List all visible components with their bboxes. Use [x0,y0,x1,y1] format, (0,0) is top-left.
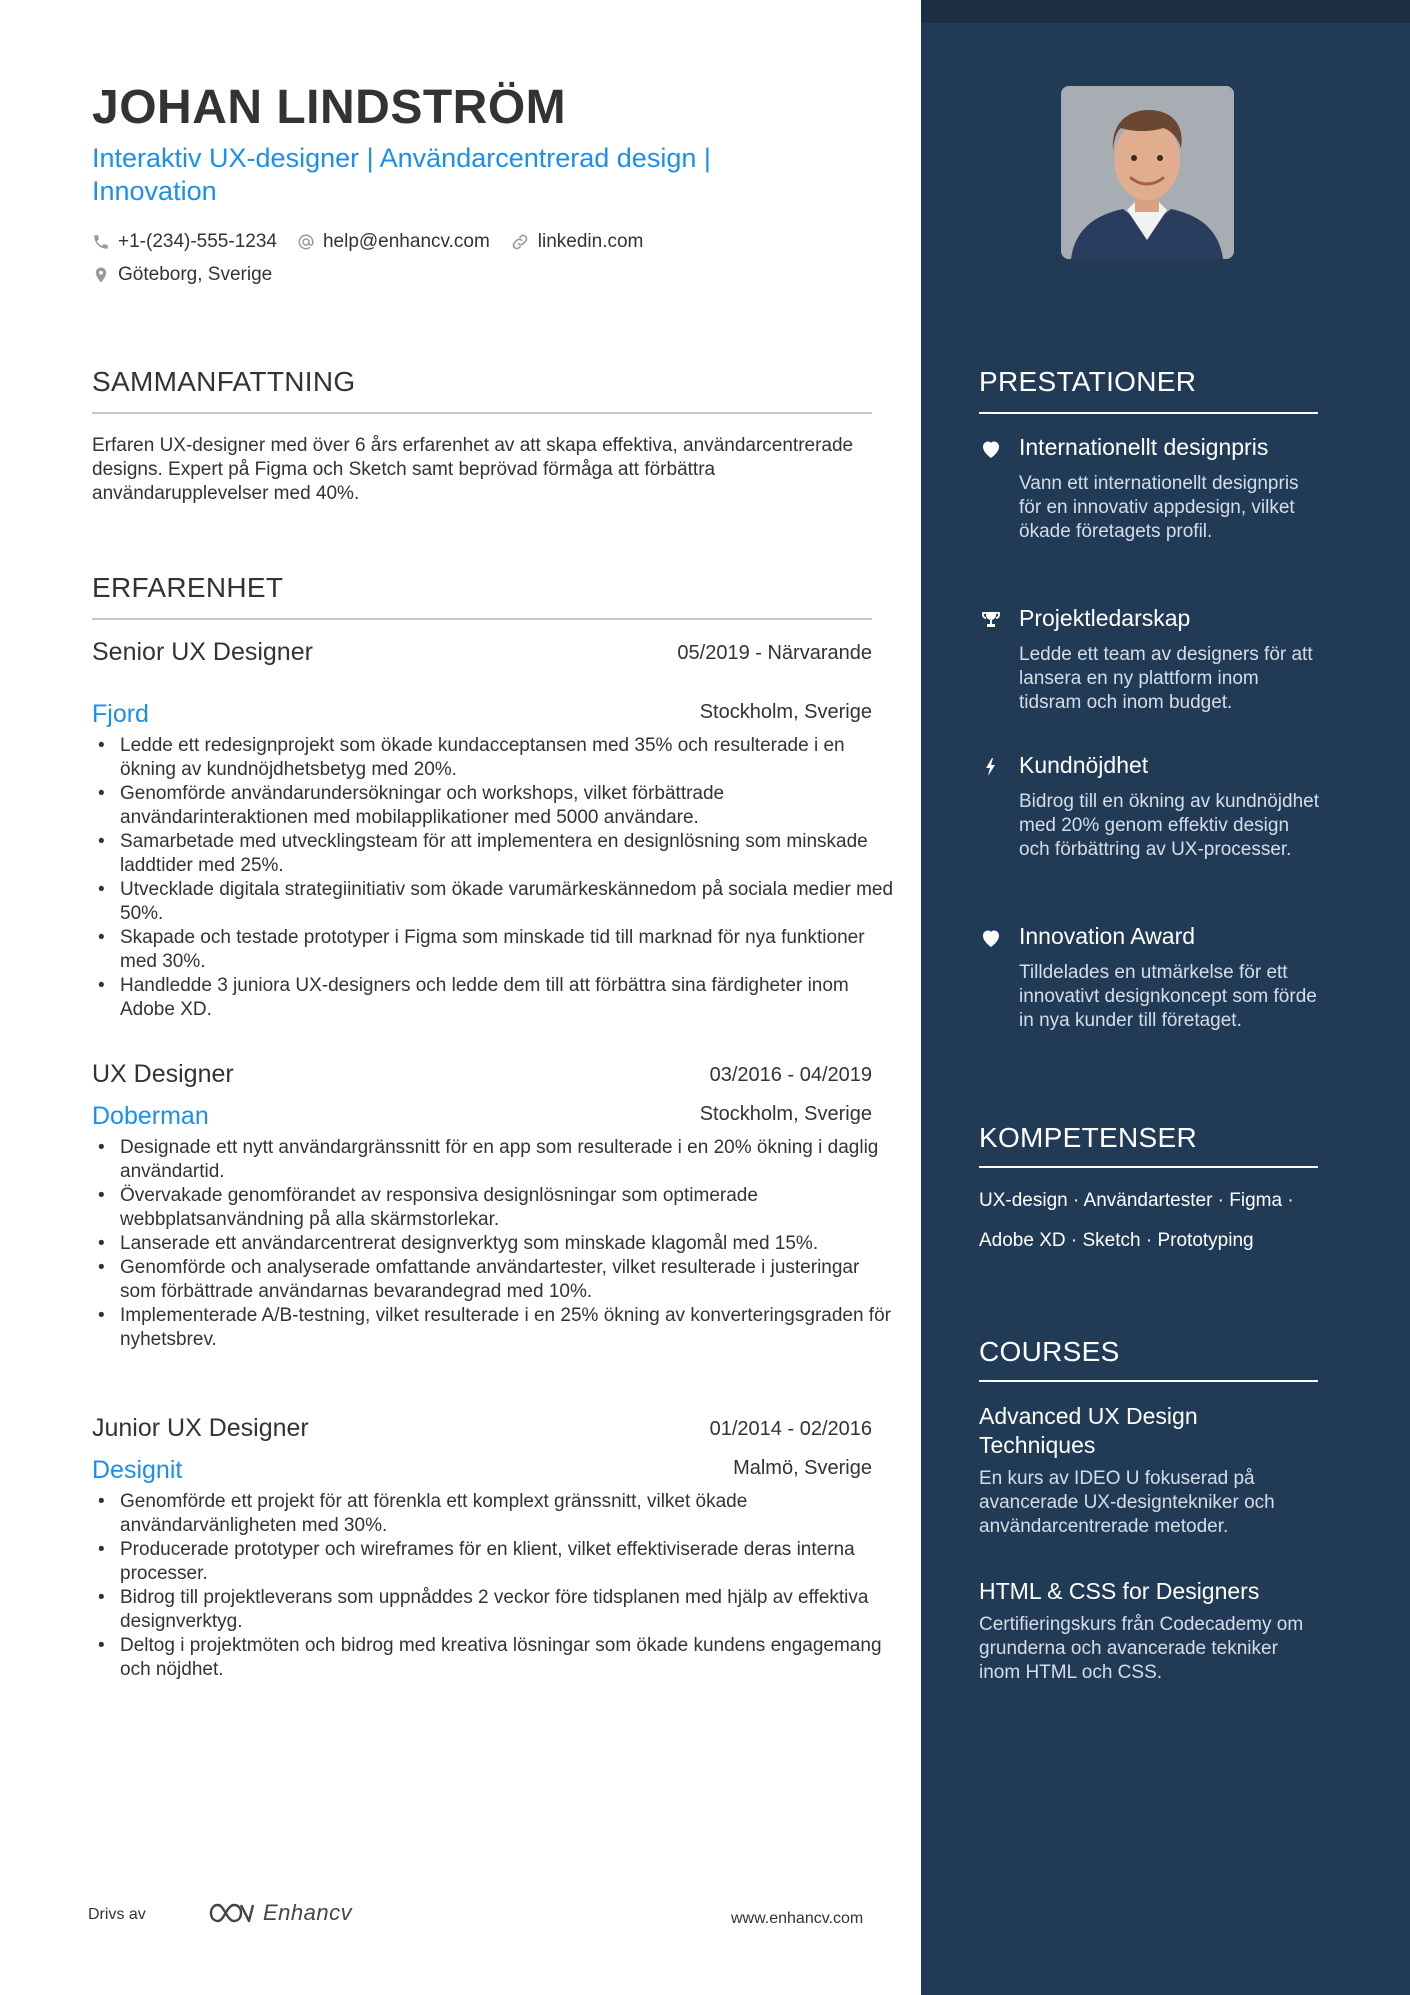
at-icon [297,233,315,251]
job-company[interactable]: Fjord [92,700,149,728]
job-bullet: • Bidrog till projektleverans som uppnåddes 2 veckor före tidsplanen med hjälp av effektiva designverktyg. [120,1586,900,1634]
experience-divider [92,618,872,620]
skills-heading: KOMPETENSER [979,1122,1198,1153]
enhancv-logo-icon [207,1900,255,1926]
skills-line: UX-design · Användartester · Figma · [979,1190,1294,1211]
achievement-item [979,434,1318,574]
footer-powered-by: Drivs av [88,1906,146,1923]
sidebar-top-bar [921,0,1410,23]
skills-divider [979,1166,1318,1168]
job-location: Malmö, Sverige [733,1457,872,1479]
phone-text: +1-(234)-555-1234 [118,231,277,252]
job-bullet: • Producerade prototyper och wireframes för en klient, vilket effektiviserade deras interna processer. [120,1538,900,1586]
achievement-title: Internationellt designpris [1019,434,1269,460]
heart-icon [979,437,1003,461]
job-bullets [92,734,900,1022]
job-bullet: • Samarbetade med utvecklingsteam för att implementera en designlösning som minskade laddtider med 25%. [120,830,900,878]
summary-heading: SAMMANFATTNING [92,366,356,397]
achievement-desc: Tilldelades en utmärkelse för ett innovativt designkoncept som förde in nya kunder till företaget. [1019,962,1317,1031]
course-desc: Certifieringskurs från Codecademy om grunderna och avancerade tekniker inom HTML och CSS. [979,1614,1304,1683]
avatar-illustration [1061,86,1234,259]
achievements-divider [979,412,1318,414]
job-bullet: • Deltog i projektmöten och bidrog med kreativa lösningar som ökade kundens engagemang och nöjdhet. [120,1634,900,1682]
contact-linkedin[interactable] [510,231,644,253]
course-title: Advanced UX Design Techniques [979,1403,1198,1458]
job-title: Junior UX Designer [92,1414,309,1442]
achievement-item [979,605,1318,725]
enhancv-logo[interactable] [207,1900,352,1926]
achievement-item [979,752,1318,892]
achievement-desc: Bidrog till en ökning av kundnöjdhet med 20% genom effektiv design och förbättring av UX-processer. [1019,791,1319,860]
achievement-desc: Ledde ett team av designers för att lansera en ny plattform inom tidsram och inom budget. [1019,644,1313,713]
contact-phone [92,231,277,253]
job-bullet: • Lanserade ett användarcentrerat designverktyg som minskade klagomål med 15%. [120,1232,900,1256]
job-bullet: • Ledde ett redesignprojekt som ökade kundacceptansen med 35% och resulterade i en ökning av kundnöjdhetsbetyg med 20%. [120,734,900,782]
job-entry [92,638,894,1023]
job-bullet: • Skapade och testade prototyper i Figma som minskade tid till marknad för nya funktioner med 30%. [120,926,900,974]
job-bullet: • Genomförde ett projekt för att förenkla ett komplext gränssnitt, vilket ökade användarvänligheten med 30%. [120,1490,900,1538]
job-location: Stockholm, Sverige [699,701,872,723]
summary-text: Erfaren UX-designer med över 6 års erfarenhet av att skapa effektiva, användarcentrerade designs. Expert på Figma och Sketch samt beprövad förmåga att förbättra användarupplevelser med 40%. [92,435,854,504]
location-pin-icon [92,265,110,285]
job-entry [92,1414,882,1694]
job-bullet: • Handledde 3 juniora UX-designers och ledde dem till att förbättra sina färdigheter inom Adobe XD. [120,974,900,1022]
linkedin-text[interactable]: linkedin.com [537,231,644,252]
achievement-item [979,923,1318,1063]
course-desc: En kurs av IDEO U fokuserad på avancerade UX-designtekniker och användarcentrerade metoder. [979,1468,1275,1537]
skills-list [979,1181,1318,1261]
achievement-title: Kundnöjdhet [1019,752,1149,778]
phone-icon [92,233,110,251]
location-text: Göteborg, Sverige [118,264,273,285]
job-bullet: • Övervakade genomförandet av responsiva designlösningar som optimerade webbplatsanvändning på alla skärmstorlekar. [120,1184,900,1232]
candidate-name: JOHAN LINDSTRÖM [92,81,567,134]
job-title: UX Designer [92,1060,234,1088]
profile-photo [1061,86,1234,259]
courses-heading: COURSES [979,1336,1120,1367]
lightning-icon [979,755,1003,779]
job-company[interactable]: Doberman [92,1102,209,1130]
skills-line: Adobe XD · Sketch · Prototyping [979,1230,1254,1251]
contact-row-1 [92,229,663,255]
enhancv-brand: Enhancv [263,1900,353,1925]
achievement-title: Projektledarskap [1019,605,1191,631]
job-bullet: • Utvecklade digitala strategiinitiativ som ökade varumärkeskännedom på sociala medier med 50%. [120,878,900,926]
contact-location [92,264,272,286]
job-date: 05/2019 - Närvarande [677,642,872,664]
email-text[interactable]: help@enhancv.com [322,231,490,252]
job-bullet: • Genomförde användarundersökningar och workshops, vilket förbättrade användarinteraktionen med mobilapplikationer med 5000 användare. [120,782,900,830]
job-bullet: • Implementerade A/B-testning, vilket resulterade i en 25% ökning av konverteringsgraden för nyhetsbrev. [120,1304,900,1352]
experience-heading: ERFARENHET [92,572,284,603]
candidate-headline: Interaktiv UX-designer | Användarcentrerad design | Innovation [92,143,711,206]
footer-url[interactable]: www.enhancv.com [731,1910,864,1927]
job-bullet: • Genomförde och analyserade omfattande användartester, vilket resulterade i justeringar som förbättrade användarnas bevarandegrad med 10%. [120,1256,900,1304]
summary-divider [92,412,872,414]
heart-icon [979,926,1003,950]
job-bullets [92,1136,900,1352]
job-entry [92,1060,891,1380]
job-bullets [92,1490,900,1682]
achievement-title: Innovation Award [1019,923,1196,949]
course-title: HTML & CSS for Designers [979,1578,1260,1604]
job-company[interactable]: Designit [92,1456,183,1484]
job-location: Stockholm, Sverige [699,1103,872,1125]
achievement-desc: Vann ett internationellt designpris för en innovativ appdesign, vilket ökade företagets profil. [1019,473,1299,542]
job-bullet: • Designade ett nytt användargränssnitt för en app som resulterade i en 20% ökning i daglig användartid. [120,1136,900,1184]
contact-row-2 [92,262,292,288]
achievements-heading: PRESTATIONER [979,366,1197,397]
job-title: Senior UX Designer [92,638,313,666]
courses-divider [979,1380,1318,1382]
contact-email[interactable] [297,231,490,253]
job-date: 03/2016 - 04/2019 [709,1064,872,1086]
job-date: 01/2014 - 02/2016 [709,1418,872,1440]
trophy-icon [979,608,1003,632]
link-icon [510,232,530,252]
